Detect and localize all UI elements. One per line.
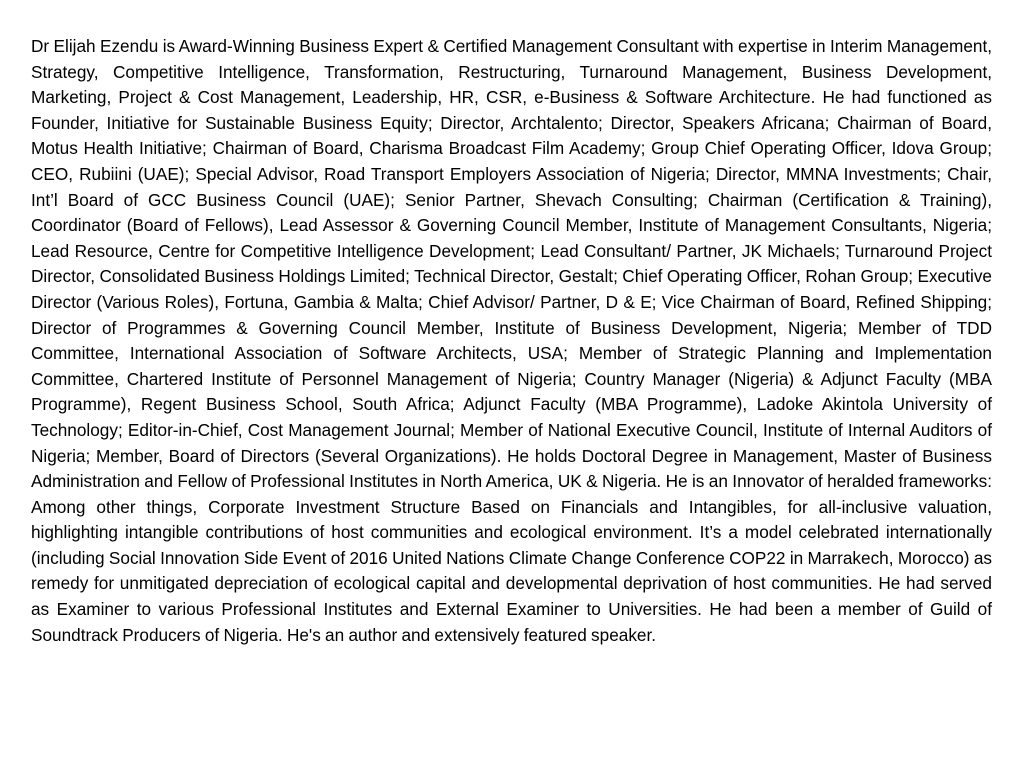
bio-paragraph: Dr Elijah Ezendu is Award-Winning Business Expert & Certified Management Consultant with expertise in Interim Management, Strategy, Competitive Intelligence, Transformation, Restructuring, Turnaround Management, Business Development, Marketing, Project & Cost Management, Leadership, HR, CSR, e-Business & Software Architecture. He had functioned as Founder, Initiative for Sustainable Business Equity; Director, Archtalento; Director, Speakers Africana; Chairman of Board, Motus Health Initiative; Chairman of Board, Charisma Broadcast Film Academy; Group Chief Operating Officer, Idova Group; CEO, Rubiini (UAE); Special Advisor, Road Transport Employers Association of Nigeria; Director, MMNA Investments; Chair, Int’l Board of GCC Business Council (UAE); Senior Partner, Shevach Consulting; Chairman (Certification & Training), Coordinator (Board of Fellows), Lead Assessor & Governing Council Member, Institute of Management Consultants, Nigeria; Lead Resource, Centre for Competitive Intelligence Development; Lead Consultant/ Partner, JK Michaels; Turnaround Project Director, Consolidated Business Holdings Limited; Technical Director, Gestalt; Chief Operating Officer, Rohan Group; Executive Director (Various Roles), Fortuna, Gambia & Malta; Chief Advisor/ Partner, D & E; Vice Chairman of Board, Refined Shipping; Director of Programmes & Governing Council Member, Institute of Business Development, Nigeria; Member of TDD Committee, International Association of Software Architects, USA; Member of Strategic Planning and Implementation Committee, Chartered Institute of Personnel Management of Nigeria; Country Manager (Nigeria) & Adjunct Faculty (MBA Programme), Regent Business School, South Africa; Adjunct Faculty (MBA Programme), Ladoke Akintola University of Technology; Editor-in-Chief, Cost Management Journal; Member of National Executive Council, Institute of Internal Auditors of Nigeria; Member, Board of Directors (Several Organizations). He holds Doctoral Degree in Management, Master of Business Administration and Fellow of Professional Institutes in North America, UK & Nigeria. He is an Innovator of heralded frameworks: Among other things, Corporate Investment Structure Based on Financials and Intangibles, for all-inclusive valuation, highlighting intangible contributions of host communities and ecological environment. It’s a model celebrated internationally (including Social Innovation Side Event of 2016 United Nations Climate Change Conference COP22 in Marrakech, Morocco) as remedy for unmitigated depreciation of ecological capital and developmental deprivation of host communities. He had served as Examiner to various Professional Institutes and External Examiner to Universities. He had been a member of Guild of Soundtrack Producers of Nigeria. He's an author and extensively featured speaker.: [31, 36, 992, 645]
